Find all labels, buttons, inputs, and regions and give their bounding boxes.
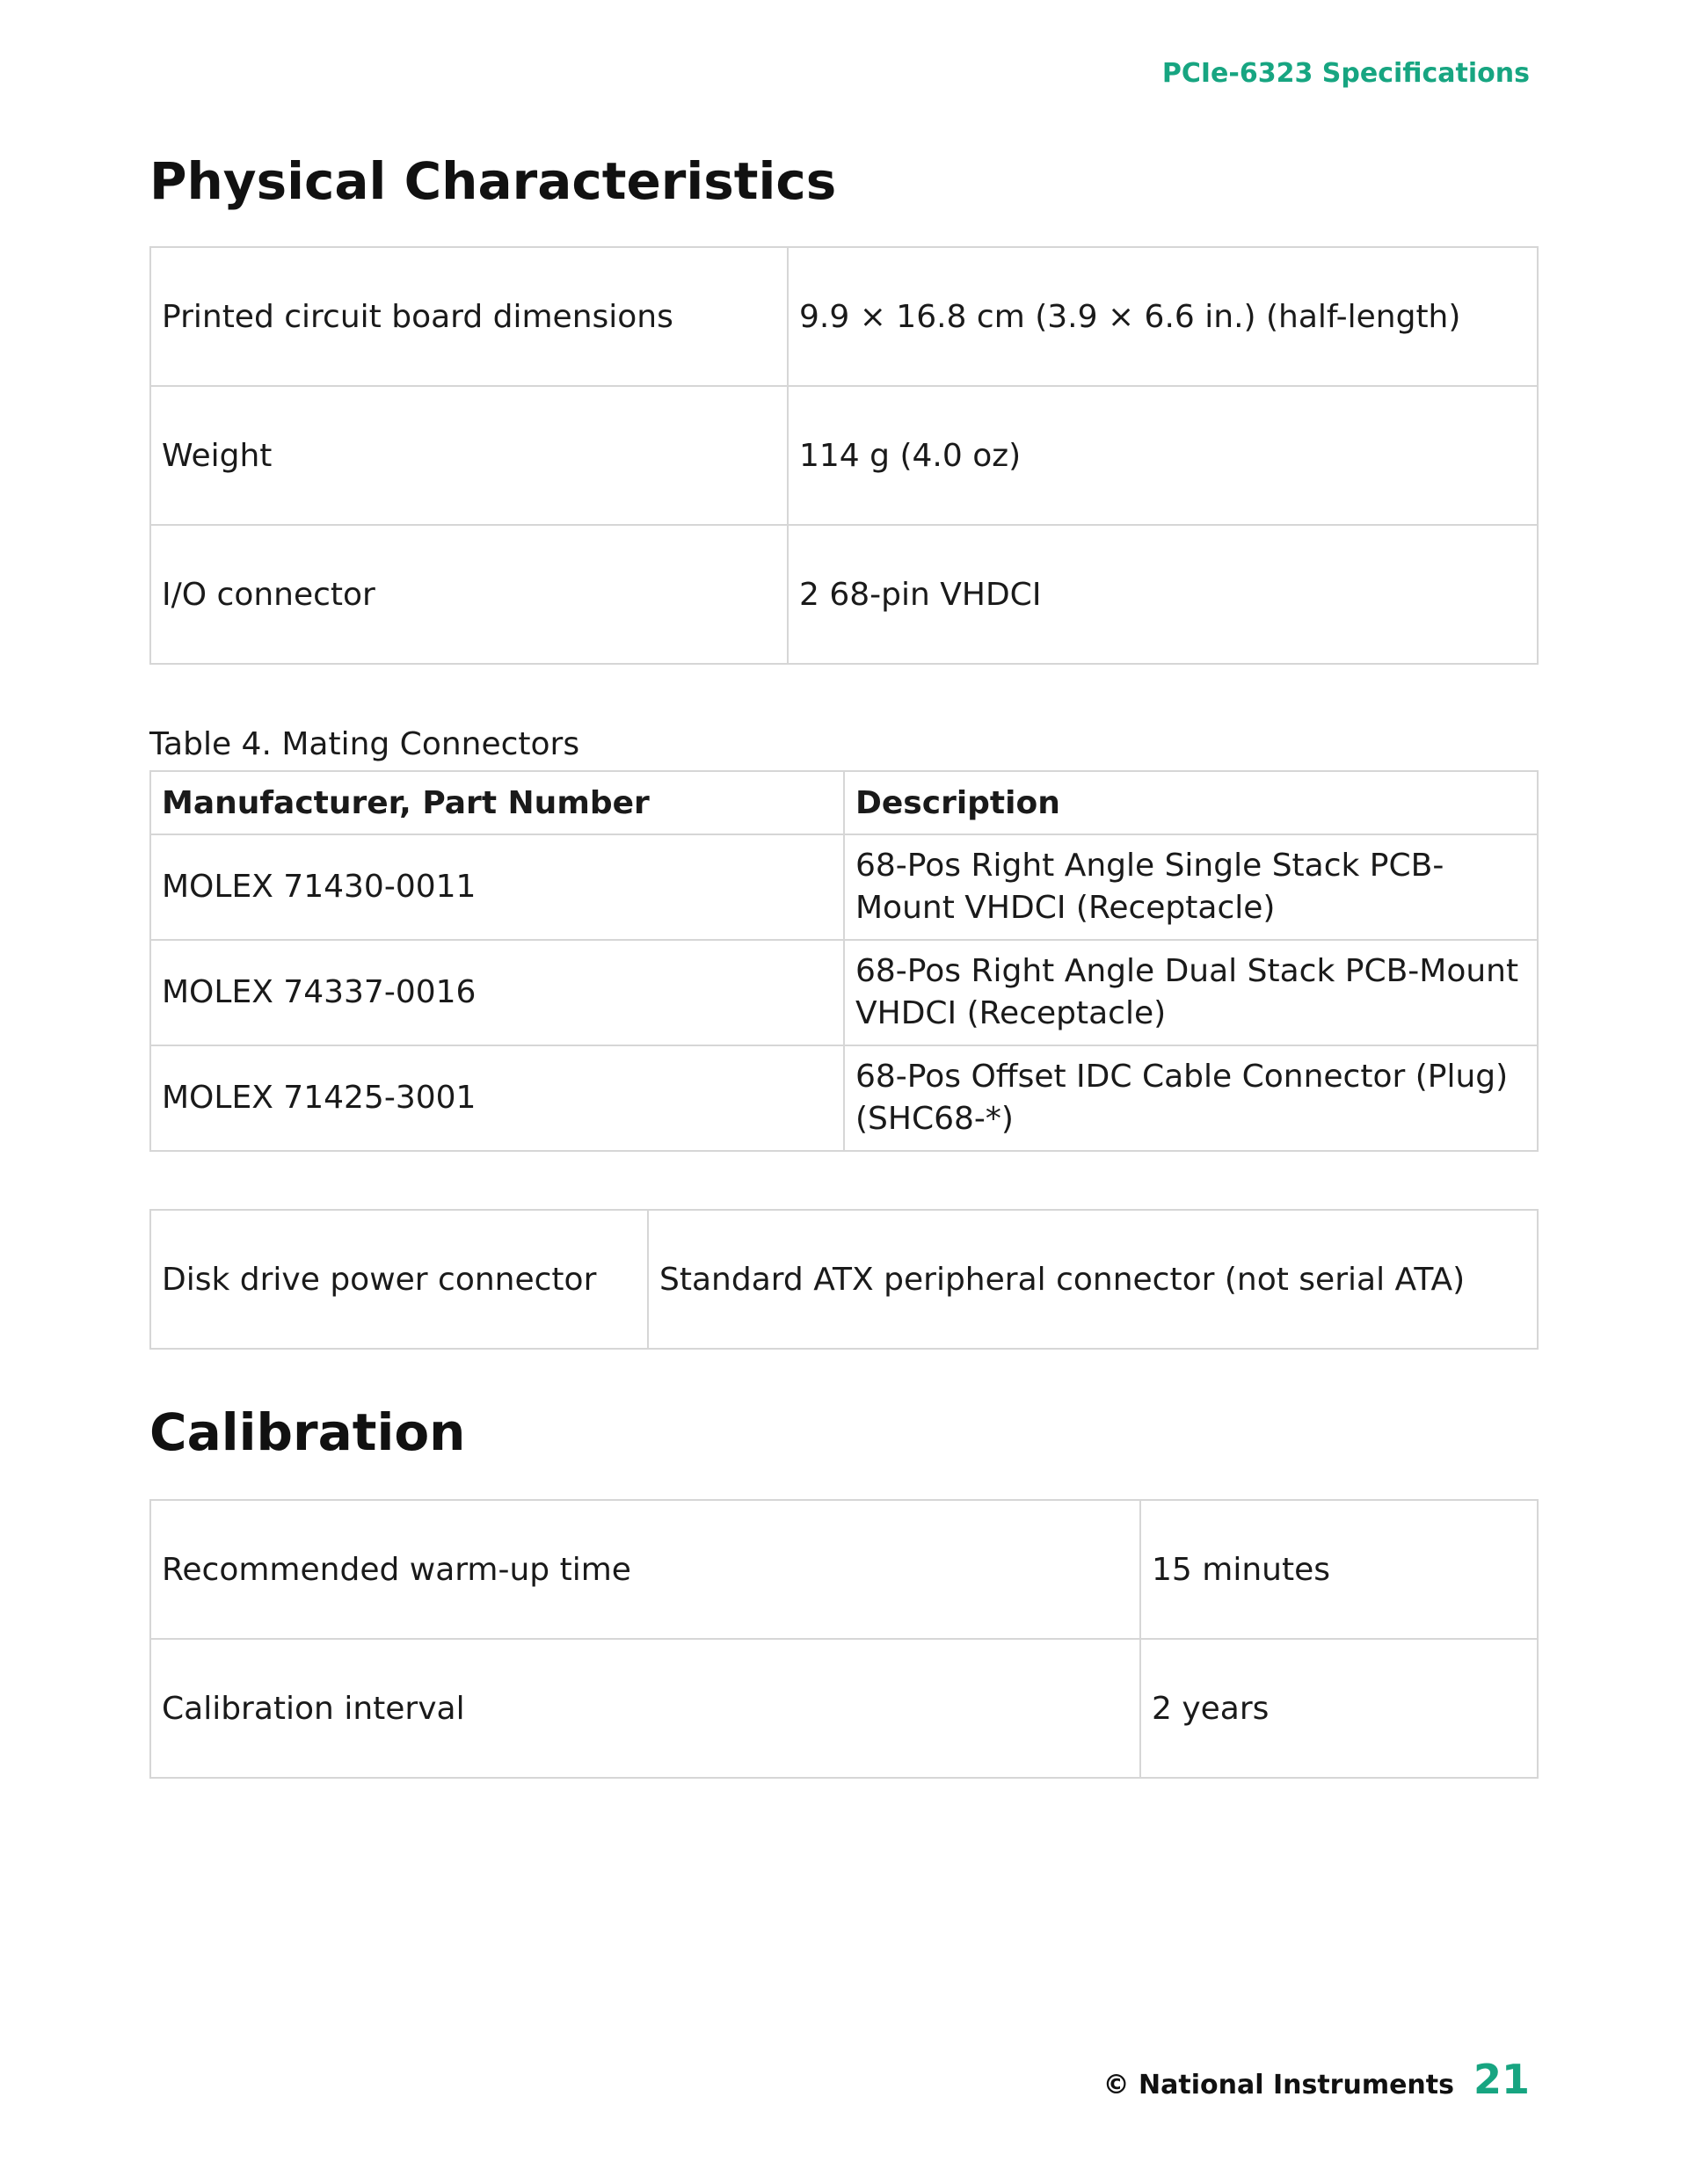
column-header-part-number: Manufacturer, Part Number [150,771,844,834]
table-row [150,525,1538,664]
column-header-description: Description [844,771,1538,834]
part-number: MOLEX 74337-0016 [150,940,844,1045]
mating-connectors-table [149,770,1539,1152]
spec-value: 2 years [1140,1639,1538,1778]
table-row [150,247,1538,386]
table-row [150,940,1538,1045]
spec-label: Disk drive power connector [150,1210,648,1349]
table-row [150,834,1538,940]
spec-value: 2 68-pin VHDCI [788,525,1538,664]
calibration-table [149,1499,1539,1779]
spec-label: Recommended warm-up time [150,1500,1140,1639]
physical-characteristics-table [149,246,1539,665]
heading-physical-characteristics: Physical Characteristics [149,151,837,211]
connector-description: 68-Pos Offset IDC Cable Connector (Plug) (SHC68-*) [844,1045,1538,1151]
disk-drive-power-table [149,1209,1539,1350]
connector-description: 68-Pos Right Angle Dual Stack PCB-Mount VHDCI (Receptacle) [844,940,1538,1045]
heading-calibration: Calibration [149,1402,466,1462]
page-footer [1103,2056,1530,2103]
footer-brand: © National Instruments [1102,2070,1454,2100]
part-number: MOLEX 71425-3001 [150,1045,844,1151]
running-header: PCIe-6323 Specifications [1161,58,1530,89]
page-number: 21 [1473,2056,1530,2103]
part-number: MOLEX 71430-0011 [150,834,844,940]
spec-label: Printed circuit board dimensions [150,247,788,386]
table-row [150,1639,1538,1778]
table-header-row [150,771,1538,834]
table-row [150,1210,1538,1349]
table-caption-mating-connectors: Table 4. Mating Connectors [149,726,580,762]
table-row [150,1045,1538,1151]
spec-label: Calibration interval [150,1639,1140,1778]
spec-value: 9.9 × 16.8 cm (3.9 × 6.6 in.) (half-length) [788,247,1538,386]
connector-description: 68-Pos Right Angle Single Stack PCB-Mount VHDCI (Receptacle) [844,834,1538,940]
spec-label: Weight [150,386,788,525]
spec-value: 114 g (4.0 oz) [788,386,1538,525]
spec-label: I/O connector [150,525,788,664]
table-row [150,386,1538,525]
spec-value: Standard ATX peripheral connector (not serial ATA) [648,1210,1538,1349]
table-row [150,1500,1538,1639]
spec-value: 15 minutes [1140,1500,1538,1639]
